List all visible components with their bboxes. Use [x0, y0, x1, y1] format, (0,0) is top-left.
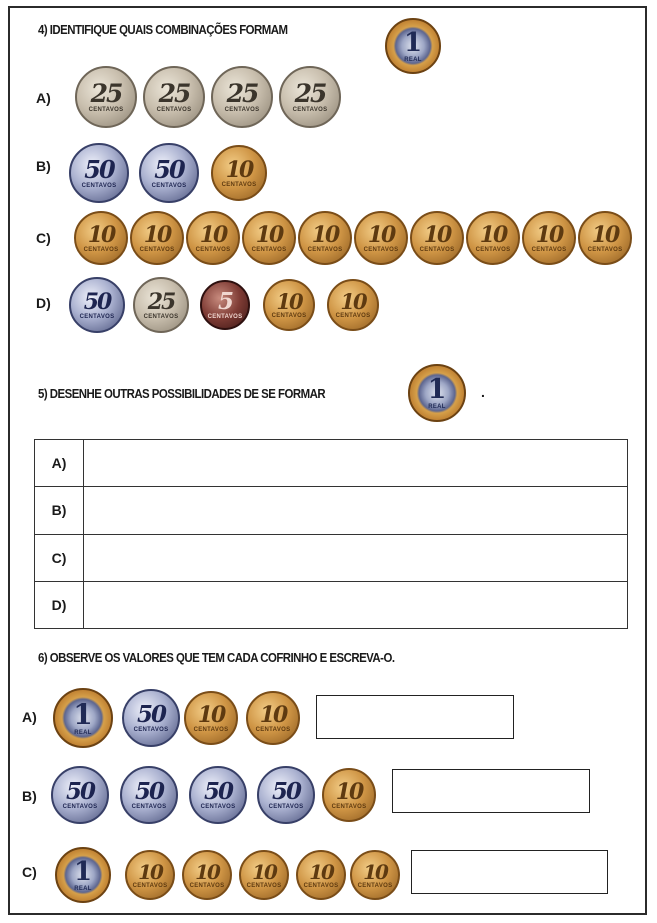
10-centavos-coin: 10 CENTAVOS	[263, 279, 315, 331]
10-centavos-coin: 10 CENTAVOS	[184, 691, 238, 745]
answer-row-label: C)	[35, 534, 84, 581]
10-centavos-coin: 10 CENTAVOS	[298, 211, 352, 265]
q4-option-a-label: A)	[36, 90, 51, 106]
question-5-title: 5) DESENHE OUTRAS POSSIBILIDADES DE SE FORMAR	[38, 386, 326, 401]
q6-answer-box-b[interactable]	[392, 769, 590, 813]
50-centavos-coin: 50 CENTAVOS	[189, 766, 247, 824]
answer-row-label: A)	[35, 440, 84, 487]
10-centavos-coin: 10 CENTAVOS	[522, 211, 576, 265]
10-centavos-coin: 10 CENTAVOS	[296, 850, 346, 900]
10-centavos-coin: 10 CENTAVOS	[466, 211, 520, 265]
10-centavos-coin: 10 CENTAVOS	[211, 145, 267, 201]
10-centavos-coin: 10 CENTAVOS	[125, 850, 175, 900]
q6-item-b-label: B)	[22, 788, 37, 804]
25-centavos-coin: 25 CENTAVOS	[279, 66, 341, 128]
10-centavos-coin: 10 CENTAVOS	[322, 768, 376, 822]
50-centavos-coin: 50 CENTAVOS	[120, 766, 178, 824]
10-centavos-coin: 10 CENTAVOS	[130, 211, 184, 265]
10-centavos-coin: 10 CENTAVOS	[410, 211, 464, 265]
q6-item-c-label: C)	[22, 864, 37, 880]
25-centavos-coin: 25 CENTAVOS	[133, 277, 189, 333]
10-centavos-coin: 10 CENTAVOS	[327, 279, 379, 331]
50-centavos-coin: 50 CENTAVOS	[257, 766, 315, 824]
10-centavos-coin: 10 CENTAVOS	[242, 211, 296, 265]
50-centavos-coin: 50 CENTAVOS	[139, 143, 199, 203]
q4-option-d-label: D)	[36, 295, 51, 311]
5-centavos-coin: 5 CENTAVOS	[200, 280, 250, 330]
1-real-coin: 1 REAL	[53, 688, 113, 748]
10-centavos-coin: 10 CENTAVOS	[246, 691, 300, 745]
answer-row-label: B)	[35, 487, 84, 534]
10-centavos-coin: 10 CENTAVOS	[74, 211, 128, 265]
q6-answer-box-a[interactable]	[316, 695, 514, 739]
50-centavos-coin: 50 CENTAVOS	[122, 689, 180, 747]
50-centavos-coin: 50 CENTAVOS	[51, 766, 109, 824]
q4-option-b-label: B)	[36, 158, 51, 174]
answer-row-a	[35, 440, 628, 487]
50-centavos-coin: 50 CENTAVOS	[69, 277, 125, 333]
answer-row-c	[35, 534, 628, 581]
10-centavos-coin: 10 CENTAVOS	[239, 850, 289, 900]
question-4-title: 4) IDENTIFIQUE QUAIS COMBINAÇÕES FORMAM	[38, 22, 288, 37]
question-5-period: .	[481, 384, 485, 400]
answer-drawing-cell[interactable]	[84, 440, 628, 487]
25-centavos-coin: 25 CENTAVOS	[211, 66, 273, 128]
10-centavos-coin: 10 CENTAVOS	[186, 211, 240, 265]
answer-row-b	[35, 487, 628, 534]
10-centavos-coin: 10 CENTAVOS	[350, 850, 400, 900]
q4-option-c-label: C)	[36, 230, 51, 246]
answer-drawing-cell[interactable]	[84, 534, 628, 581]
answer-row-label: D)	[35, 581, 84, 628]
q6-item-a-label: A)	[22, 709, 37, 725]
question-5-answer-table	[34, 439, 628, 629]
10-centavos-coin: 10 CENTAVOS	[354, 211, 408, 265]
answer-row-d	[35, 581, 628, 628]
10-centavos-coin: 10 CENTAVOS	[182, 850, 232, 900]
1-real-coin: 1 REAL	[385, 18, 441, 74]
25-centavos-coin: 25 CENTAVOS	[75, 66, 137, 128]
answer-drawing-cell[interactable]	[84, 581, 628, 628]
question-6-title: 6) OBSERVE OS VALORES QUE TEM CADA COFRINHO E ESCREVA-O.	[38, 650, 395, 665]
answer-drawing-cell[interactable]	[84, 487, 628, 534]
1-real-coin: 1 REAL	[55, 847, 111, 903]
q6-answer-box-c[interactable]	[411, 850, 608, 894]
50-centavos-coin: 50 CENTAVOS	[69, 143, 129, 203]
1-real-coin: 1 REAL	[408, 364, 466, 422]
25-centavos-coin: 25 CENTAVOS	[143, 66, 205, 128]
10-centavos-coin: 10 CENTAVOS	[578, 211, 632, 265]
